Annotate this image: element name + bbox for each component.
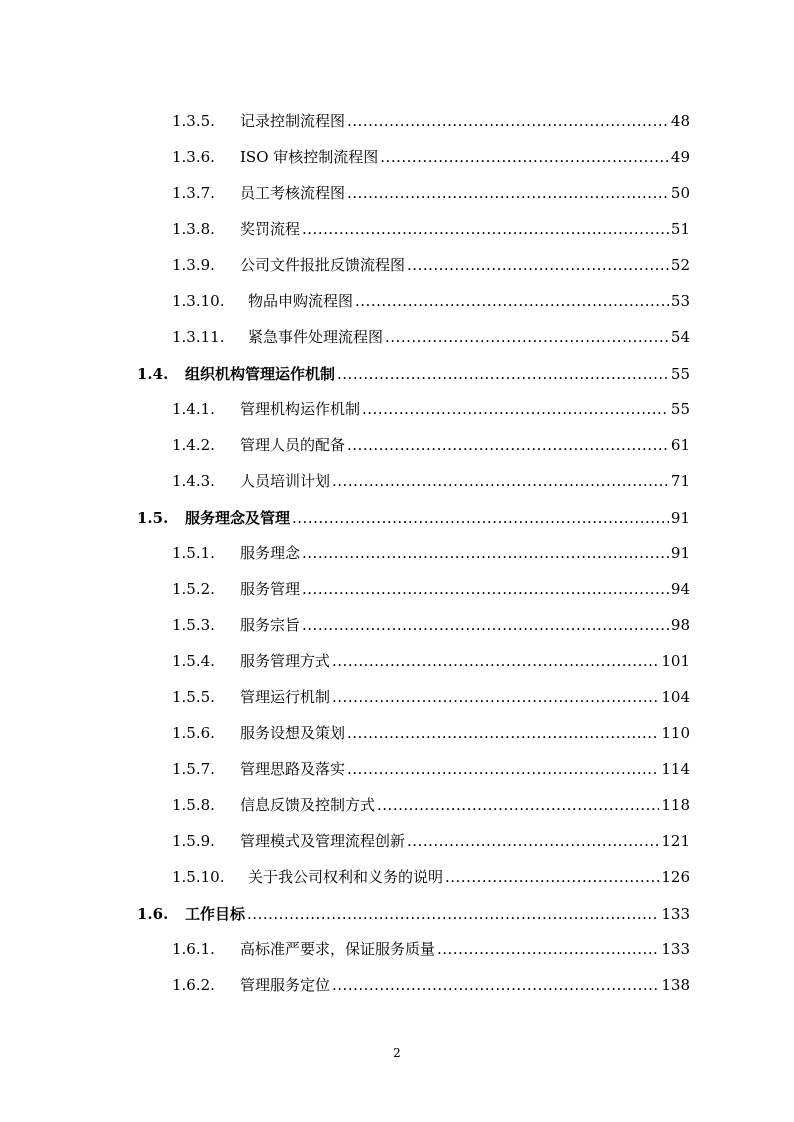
- toc-page: 55: [670, 365, 690, 383]
- toc-number: 1.5.5.: [172, 688, 215, 706]
- toc-number: 1.3.11.: [172, 328, 225, 346]
- toc-title: 服务宗旨: [240, 616, 301, 634]
- toc-title: 信息反馈及控制方式: [240, 796, 376, 814]
- dot-leader: [302, 219, 669, 239]
- toc-title: 记录控制流程图: [240, 112, 346, 130]
- toc-title: 服务管理: [240, 580, 301, 598]
- toc-section-entry[interactable]: [137, 508, 690, 528]
- dot-leader: [332, 687, 659, 707]
- toc-title: ISO 审核控制流程图: [240, 148, 379, 166]
- dot-leader: [445, 867, 659, 887]
- toc-entry[interactable]: [172, 687, 690, 707]
- dot-leader: [302, 543, 669, 563]
- toc-page: 133: [661, 905, 690, 923]
- toc-title: 奖罚流程: [240, 220, 301, 238]
- toc-title: 组织机构管理运作机制: [185, 365, 336, 383]
- toc-page: 126: [661, 868, 690, 886]
- toc-number: 1.5.8.: [172, 796, 215, 814]
- dot-leader: [380, 147, 669, 167]
- toc-entry[interactable]: [172, 795, 690, 815]
- toc-entry[interactable]: [172, 471, 690, 491]
- toc-page: 118: [661, 796, 690, 814]
- toc-number: 1.5.3.: [172, 616, 215, 634]
- toc-page: 94: [670, 580, 690, 598]
- toc-title: 管理机构运作机制: [240, 400, 361, 418]
- toc-number: 1.4.: [137, 365, 169, 383]
- toc-title: 高标准严要求，保证服务质量: [240, 940, 436, 958]
- toc-page: 110: [661, 724, 690, 742]
- toc-page: 104: [661, 688, 690, 706]
- toc-page: 114: [661, 760, 690, 778]
- toc-page: 101: [661, 652, 690, 670]
- toc-entry[interactable]: [172, 111, 690, 131]
- dot-leader: [302, 579, 669, 599]
- toc-entry[interactable]: [172, 399, 690, 419]
- toc-number: 1.6.1.: [172, 940, 215, 958]
- toc-number: 1.5.1.: [172, 544, 215, 562]
- toc-number: 1.3.5.: [172, 112, 215, 130]
- toc-number: 1.5.: [137, 509, 169, 527]
- toc-page: 53: [670, 292, 690, 310]
- toc-number: 1.3.10.: [172, 292, 225, 310]
- toc-entry[interactable]: [172, 939, 690, 959]
- dot-leader: [437, 939, 659, 959]
- toc-entry[interactable]: [172, 219, 690, 239]
- toc-number: 1.5.6.: [172, 724, 215, 742]
- page-number: 2: [393, 1046, 401, 1060]
- toc-title: 管理模式及管理流程创新: [240, 832, 406, 850]
- toc-entry[interactable]: [172, 435, 690, 455]
- toc-page: 121: [661, 832, 690, 850]
- toc-title: 管理人员的配备: [240, 436, 346, 454]
- toc-entry[interactable]: [172, 327, 690, 347]
- toc-page: 133: [661, 940, 690, 958]
- toc-entry[interactable]: [172, 255, 690, 275]
- dot-leader: [247, 904, 659, 924]
- toc-section-entry[interactable]: [137, 904, 690, 924]
- toc-number: 1.5.4.: [172, 652, 215, 670]
- toc-number: 1.4.2.: [172, 436, 215, 454]
- toc-title: 物品申购流程图: [248, 292, 354, 310]
- toc-title: 管理思路及落实: [240, 760, 346, 778]
- toc-number: 1.3.6.: [172, 148, 215, 166]
- toc-number: 1.3.9.: [172, 256, 215, 274]
- dot-leader: [385, 327, 669, 347]
- dot-leader: [337, 364, 669, 384]
- toc-page: 61: [670, 436, 690, 454]
- dot-leader: [332, 651, 659, 671]
- toc-page: 138: [661, 976, 690, 994]
- toc-number: 1.6.: [137, 905, 169, 923]
- toc-page: 51: [670, 220, 690, 238]
- toc-title: 关于我公司权利和义务的说明: [248, 868, 444, 886]
- toc-entry[interactable]: [172, 867, 690, 887]
- toc-number: 1.3.8.: [172, 220, 215, 238]
- toc-title: 紧急事件处理流程图: [248, 328, 384, 346]
- toc-entry[interactable]: [172, 147, 690, 167]
- toc-number: 1.5.2.: [172, 580, 215, 598]
- toc-page: 91: [670, 544, 690, 562]
- toc-entry[interactable]: [172, 831, 690, 851]
- toc-title: 服务设想及策划: [240, 724, 346, 742]
- toc-entry[interactable]: [172, 183, 690, 203]
- toc-number: 1.5.9.: [172, 832, 215, 850]
- toc-entry[interactable]: [172, 615, 690, 635]
- dot-leader: [407, 831, 659, 851]
- toc-title: 服务理念: [240, 544, 301, 562]
- toc-entry[interactable]: [172, 291, 690, 311]
- toc-entry[interactable]: [172, 651, 690, 671]
- dot-leader: [332, 471, 669, 491]
- dot-leader: [332, 975, 659, 995]
- toc-number: 1.5.7.: [172, 760, 215, 778]
- toc-section-entry[interactable]: [137, 364, 690, 384]
- toc-page: 52: [670, 256, 690, 274]
- toc-page: 54: [670, 328, 690, 346]
- dot-leader: [347, 183, 669, 203]
- toc-title: 管理运行机制: [240, 688, 331, 706]
- toc-page: 49: [670, 148, 690, 166]
- toc-title: 人员培训计划: [240, 472, 331, 490]
- toc-number: 1.3.7.: [172, 184, 215, 202]
- toc-title: 服务管理方式: [240, 652, 331, 670]
- dot-leader: [362, 399, 669, 419]
- toc-page: 98: [670, 616, 690, 634]
- toc-title: 管理服务定位: [240, 976, 331, 994]
- dot-leader: [347, 759, 659, 779]
- toc-page: 91: [670, 509, 690, 527]
- toc-entry[interactable]: [172, 579, 690, 599]
- dot-leader: [347, 111, 669, 131]
- dot-leader: [407, 255, 669, 275]
- toc-number: 1.6.2.: [172, 976, 215, 994]
- dot-leader: [355, 291, 669, 311]
- toc-title: 员工考核流程图: [240, 184, 346, 202]
- toc-entry[interactable]: [172, 723, 690, 743]
- toc-number: 1.4.1.: [172, 400, 215, 418]
- toc-entry[interactable]: [172, 759, 690, 779]
- toc-title: 服务理念及管理: [185, 509, 291, 527]
- toc-entry[interactable]: [172, 543, 690, 563]
- dot-leader: [347, 723, 659, 743]
- toc-number: 1.4.3.: [172, 472, 215, 490]
- dot-leader: [302, 615, 669, 635]
- toc-page: 71: [670, 472, 690, 490]
- toc-title: 公司文件报批反馈流程图: [240, 256, 406, 274]
- dot-leader: [377, 795, 659, 815]
- toc-page: 48: [670, 112, 690, 130]
- dot-leader: [347, 435, 669, 455]
- toc-page: 55: [670, 400, 690, 418]
- toc-number: 1.5.10.: [172, 868, 225, 886]
- toc-entry[interactable]: [172, 975, 690, 995]
- dot-leader: [292, 508, 669, 528]
- toc-page: 50: [670, 184, 690, 202]
- toc-title: 工作目标: [185, 905, 246, 923]
